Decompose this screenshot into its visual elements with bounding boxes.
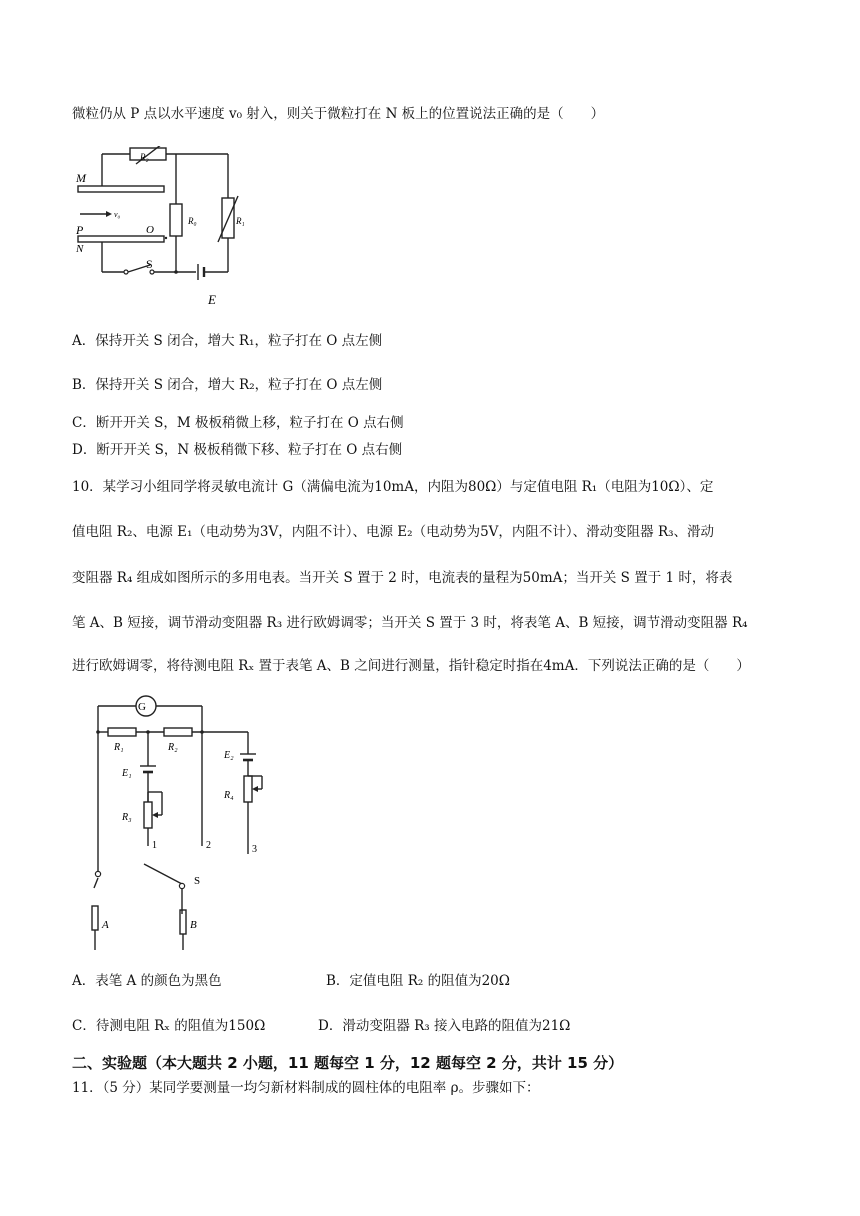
label-r3: R₃: [122, 812, 132, 823]
label-terminal-3: 3: [252, 844, 257, 855]
label-s: S: [194, 875, 201, 887]
label-s: S: [146, 257, 153, 271]
label-r1: R₁: [236, 216, 245, 226]
q10-line-5: 进行欧姆调零，将待测电阻 Rₓ 置于表笔 A、B 之间进行测量，指针稳定时指在4mA．下列说法正确的是（ ）: [72, 658, 750, 674]
label-e2: E₂: [224, 750, 234, 761]
q10-multimeter-figure: [82, 688, 286, 960]
q10-line-2: 值电阻 R₂、电源 E₁（电动势为3V，内阻不计）、电源 E₂（电动势为5V，内阻不计）、滑动变阻器 R₃、滑动: [72, 524, 715, 540]
label-e1: E₁: [122, 768, 132, 779]
label-n: N: [76, 243, 84, 255]
label-g: G: [138, 701, 146, 713]
section-2-heading: 二、实验题（本大题共 2 小题，11 题每空 1 分，12 题每空 2 分，共计 15 分）: [72, 1054, 624, 1072]
label-a: A: [102, 919, 109, 931]
label-b: B: [190, 919, 197, 931]
label-o: O: [146, 224, 154, 236]
label-r0: R₀: [188, 216, 197, 226]
q10-line-4: 笔 A、B 短接，调节滑动变阻器 R₃ 进行欧姆调零；当开关 S 置于 3 时，将表笔 A、B 短接，调节滑动变阻器 R₄: [72, 615, 748, 631]
q10-option-d: D．滑动变阻器 R₃ 接入电路的阻值为21Ω: [318, 1018, 571, 1034]
label-terminal-1: 1: [152, 840, 157, 851]
q11-stem: 11．（5 分）某同学要测量一均匀新材料制成的圆柱体的电阻率 ρ。步骤如下：: [72, 1080, 540, 1096]
q9-option-a: A．保持开关 S 闭合，增大 R₁，粒子打在 O 点左侧: [72, 333, 383, 349]
q10-option-a: A．表笔 A 的颜色为黑色: [72, 973, 222, 989]
q10-line-1: 10．某学习小组同学将灵敏电流计 G（满偏电流为10mA，内阻为80Ω）与定值电阻 R₁（电阻为10Ω）、定: [72, 479, 714, 495]
label-v0: v₀: [114, 210, 121, 219]
label-r2: R₂: [168, 742, 178, 753]
label-r1: R₁: [114, 742, 124, 753]
q9-stem-tail: 微粒仍从 P 点以水平速度 v₀ 射入，则关于微粒打在 N 板上的位置说法正确的是（ ）: [72, 106, 605, 122]
q10-option-c: C．待测电阻 Rₓ 的阻值为150Ω: [72, 1018, 266, 1034]
label-m: M: [76, 171, 86, 185]
label-r4: R₄: [224, 790, 234, 801]
q9-circuit-figure: [68, 146, 264, 314]
label-p: P: [76, 223, 84, 237]
q10-line-3: 变阻器 R₄ 组成如图所示的多用电表。当开关 S 置于 2 时，电流表的量程为50mA；当开关 S 置于 1 时，将表: [72, 570, 733, 586]
label-terminal-2: 2: [206, 840, 211, 851]
q9-option-b: B．保持开关 S 闭合，增大 R₂，粒子打在 O 点左侧: [72, 377, 383, 393]
q10-option-b: B．定值电阻 R₂ 的阻值为20Ω: [326, 973, 510, 989]
q9-option-c: C．断开开关 S，M 极板稍微上移，粒子打在 O 点右侧: [72, 415, 404, 431]
label-e: E: [208, 292, 216, 307]
q9-option-d: D．断开开关 S，N 极板稍微下移、粒子打在 O 点右侧: [72, 442, 403, 458]
label-r2: R₂: [140, 152, 149, 162]
